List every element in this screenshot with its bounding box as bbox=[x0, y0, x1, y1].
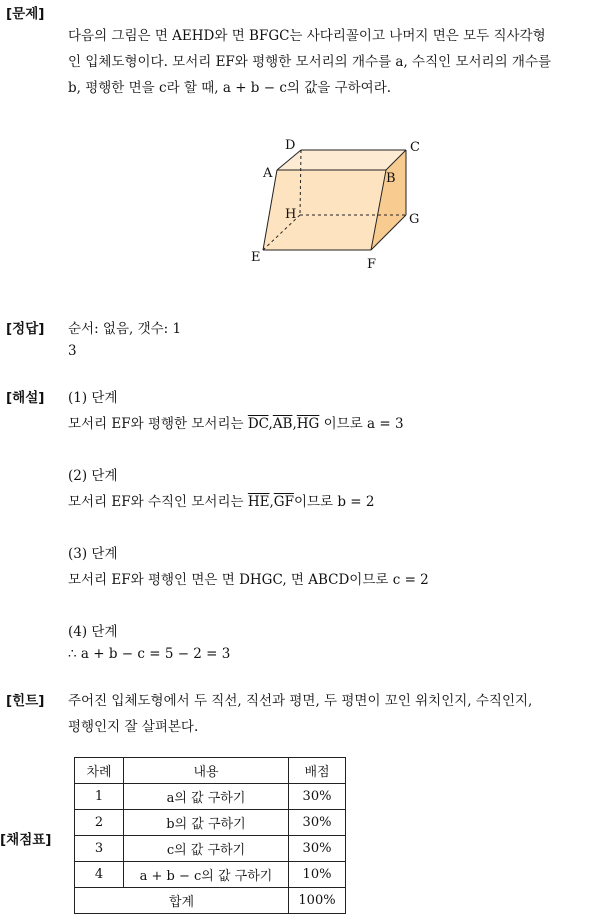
vertex-D: D bbox=[285, 138, 296, 153]
answer-label: [정답] bbox=[6, 321, 45, 337]
table-header-row bbox=[75, 758, 346, 784]
vertex-C: C bbox=[410, 140, 420, 155]
problem-line-3: b, 평행한 면을 c라 할 때, a + b − c의 값을 구하여라. bbox=[68, 80, 392, 96]
hint-line-2: 평행인지 잘 살펴본다. bbox=[68, 719, 199, 735]
row-content: a의 값 구하기 bbox=[124, 784, 289, 810]
row-content: b의 값 구하기 bbox=[124, 810, 289, 836]
row-order: 4 bbox=[75, 862, 124, 888]
step-2-title: (2) 단계 bbox=[68, 468, 118, 484]
header-points: 배점 bbox=[289, 758, 346, 784]
step-2-pre: 모서리 EF와 수직인 모서리는 bbox=[68, 494, 248, 510]
top-face bbox=[277, 150, 406, 170]
edge-HG-label: $\overline{HG}$ bbox=[296, 416, 320, 432]
header-order: 차례 bbox=[75, 758, 124, 784]
vertex-A: A bbox=[263, 166, 273, 181]
vertex-H: H bbox=[285, 207, 297, 222]
row-points: 10% bbox=[289, 862, 346, 888]
edge-GF-label: $\overline{GF}$ bbox=[273, 494, 294, 510]
vertex-E: E bbox=[251, 250, 261, 265]
edge-AB-label: $\overline{AB}$ bbox=[272, 416, 293, 432]
row-points: 30% bbox=[289, 784, 346, 810]
step-1-text: 모서리 EF와 평행한 모서리는 $\overline{DC},\overline{AB},\overline{HG}$ 이므로 a = 3 bbox=[68, 416, 404, 432]
solid-figure bbox=[240, 132, 440, 272]
scoring-label: [채점표] bbox=[0, 832, 52, 848]
row-points: 30% bbox=[289, 836, 346, 862]
vertex-F: F bbox=[367, 257, 377, 272]
problem-line-1: 다음의 그림은 면 AEHD와 면 BFGC는 사다리꼴이고 나머지 면은 모두 직사각형 bbox=[68, 28, 546, 44]
vertex-G: G bbox=[409, 212, 420, 227]
row-order: 1 bbox=[75, 784, 124, 810]
problem-label: [문제] bbox=[6, 6, 45, 22]
table-row bbox=[75, 862, 346, 888]
step-3-title: (3) 단계 bbox=[68, 546, 118, 562]
hint-label: [힌트] bbox=[6, 693, 45, 709]
table-row bbox=[75, 784, 346, 810]
explanation-label: [해설] bbox=[6, 390, 45, 406]
front-face bbox=[263, 170, 386, 250]
step-4-text: ∴ a + b − c = 5 − 2 = 3 bbox=[68, 646, 231, 662]
header-content: 내용 bbox=[124, 758, 289, 784]
row-order: 3 bbox=[75, 836, 124, 862]
vertex-B: B bbox=[386, 171, 396, 186]
row-content: a + b − c의 값 구하기 bbox=[124, 862, 289, 888]
hint-line-1: 주어진 입체도형에서 두 직선, 직선과 평면, 두 평면이 꼬인 위치인지, 수직인지, bbox=[68, 693, 533, 709]
total-value: 100% bbox=[289, 888, 346, 914]
table-row bbox=[75, 836, 346, 862]
problem-line-2: 인 입체도형이다. 모서리 EF와 평행한 모서리의 개수를 a, 수직인 모서리의 개수를 bbox=[68, 54, 552, 70]
step-1-pre: 모서리 EF와 평행한 모서리는 bbox=[68, 416, 248, 432]
edge-HE-label: $\overline{HE}$ bbox=[247, 494, 270, 510]
step-1-post: 이므로 a = 3 bbox=[319, 416, 404, 432]
answer-line-1: 순서: 없음, 갯수: 1 bbox=[68, 321, 182, 337]
scoring-table bbox=[74, 757, 346, 914]
row-content: c의 값 구하기 bbox=[124, 836, 289, 862]
table-total-row bbox=[75, 888, 346, 914]
step-2-post: 이므로 b = 2 bbox=[293, 494, 375, 510]
step-4-title: (4) 단계 bbox=[68, 624, 118, 640]
step-3-text: 모서리 EF와 평행인 면은 면 DHGC, 면 ABCD이므로 c = 2 bbox=[68, 572, 429, 588]
answer-line-2: 3 bbox=[68, 343, 77, 359]
total-label: 합계 bbox=[75, 888, 289, 914]
row-points: 30% bbox=[289, 810, 346, 836]
step-1-title: (1) 단계 bbox=[68, 390, 118, 406]
row-order: 2 bbox=[75, 810, 124, 836]
step-2-text: 모서리 EF와 수직인 모서리는 $\overline{HE},\overline{GF}$이므로 b = 2 bbox=[68, 494, 375, 510]
edge-DC-label: $\overline{DC}$ bbox=[247, 416, 269, 432]
table-row bbox=[75, 810, 346, 836]
